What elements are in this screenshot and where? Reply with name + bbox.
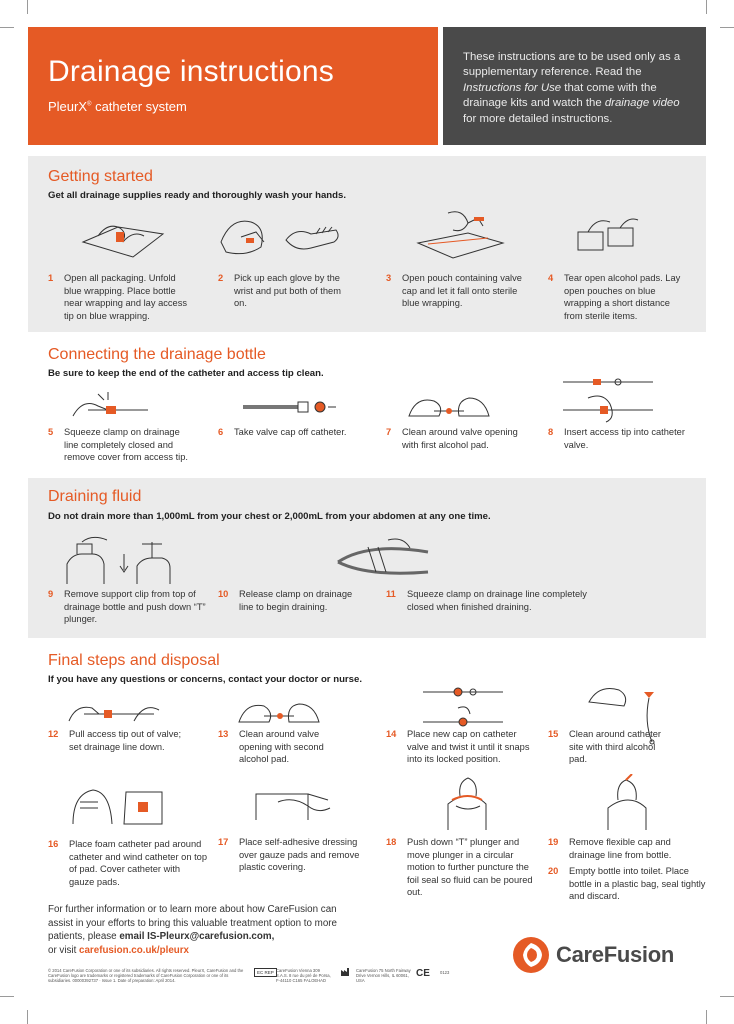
section-draining (28, 478, 706, 638)
step-number: 7 (386, 427, 392, 437)
illustration-clean-valve (404, 386, 494, 426)
illustration-pull-tip (64, 696, 164, 728)
step-text: Place new cap on catheter valve and twist it until it snaps into its locked position. (407, 729, 530, 765)
step-text: Place foam catheter pad around catheter and wind catheter on top of pad. Cover catheter with gauze pads. (69, 839, 207, 887)
illustration-gloves (216, 212, 346, 262)
step-text: Remove flexible cap and drainage line from bottle. (569, 837, 672, 860)
step-text: Empty bottle into toilet. Place bottle in a plastic bag, seal tightly and discard. (569, 866, 706, 902)
step-17 (218, 836, 368, 874)
step-number: 14 (386, 729, 397, 739)
step-number: 4 (548, 273, 554, 283)
illustration-push-plunger (438, 774, 498, 832)
illustration-support-clip (62, 534, 172, 586)
step-1 (48, 272, 188, 322)
contact-info (48, 903, 348, 957)
illustration-dressing (248, 786, 338, 826)
page-title: Drainage instructions (48, 55, 335, 88)
step-number: 5 (48, 427, 54, 437)
step-number: 9 (48, 589, 54, 599)
illustration-release-clamp (328, 532, 438, 586)
step-text: Pick up each glove by the wrist and put both of them on. (234, 273, 341, 309)
crop-mark (0, 27, 14, 28)
step-4 (548, 272, 688, 322)
contact-text: For further information or to learn more about how CareFusion can assist in your efforts to bring this valuable treatment option to more patients, please (48, 904, 337, 943)
carefusion-logo (512, 936, 674, 974)
step-3 (386, 272, 526, 310)
step-number: 18 (386, 837, 397, 847)
step-text: Push down “T” plunger and move plunger in a circular motion to further puncture the foil seal so fluid can be poured out. (407, 837, 533, 898)
step-text: Clean around catheter site with third alcohol pad. (569, 729, 661, 765)
crop-mark (720, 996, 734, 997)
ce-number: 0123 (440, 970, 450, 975)
step-number: 10 (218, 589, 229, 599)
subtitle-brand: PleurX (48, 99, 88, 114)
note-emphasis: drainage video (604, 97, 680, 110)
section-title: Final steps and disposal (48, 652, 220, 669)
step-number: 12 (48, 729, 59, 739)
step-9 (48, 588, 208, 626)
step-10 (218, 588, 368, 613)
note-text: for more detailed instructions. (463, 112, 613, 125)
step-number: 17 (218, 837, 229, 847)
step-5 (48, 426, 188, 464)
manufacturer-address: CareFusion 75 North Fairway Drive Vernon Hills, IL 60061, USA (356, 968, 411, 984)
step-7 (386, 426, 526, 451)
illustration-squeeze-clamp (68, 386, 158, 426)
section-subtitle: If you have any questions or concerns, contact your doctor or nurse. (48, 674, 362, 685)
section-getting-started (28, 156, 706, 332)
legal-text: © 2014 CareFusion Corporation or one of its subsidiaries. All rights reserved. PleurX, CareFusion and the CareFusion logo are trademarks or registered trademarks of CareFusion Corporation or one of its subsidiaries. 00000392737 · Issue 1. Date of preparation: April 2014. (48, 968, 244, 984)
section-subtitle: Get all drainage supplies ready and thoroughly wash your hands. (48, 190, 347, 201)
section-final-steps (28, 646, 706, 902)
section-title: Getting started (48, 168, 153, 185)
step-number: 16 (48, 839, 59, 849)
section-connecting (28, 340, 706, 470)
step-number: 3 (386, 273, 392, 283)
brand-name: CareFusion (556, 942, 675, 967)
step-text: Release clamp on drainage line to begin draining. (239, 589, 353, 612)
step-text: Squeeze clamp on drainage line completely closed when finished draining. (407, 589, 587, 612)
crop-mark (706, 1010, 707, 1024)
crop-mark (27, 1010, 28, 1024)
illustration-open-packaging (78, 212, 168, 262)
step-number: 20 (548, 866, 559, 876)
note-text: These instructions are to be used only as a supplementary reference. Read the (463, 51, 681, 79)
step-13 (218, 728, 348, 766)
step-text: Open pouch containing valve cap and let it fall onto sterile blue wrapping. (402, 273, 522, 309)
crop-mark (706, 0, 707, 14)
title-banner (28, 27, 438, 145)
step-11 (386, 588, 596, 613)
step-number: 11 (386, 589, 396, 599)
step-15 (548, 728, 668, 766)
step-number: 19 (548, 837, 559, 847)
ec-rep-icon (254, 968, 277, 977)
email-link[interactable]: email IS-Pleurx@carefusion.com, (119, 931, 275, 943)
section-subtitle: Do not drain more than 1,000mL from your chest or 2,000mL from your abdomen at any one time. (48, 511, 491, 522)
note-emphasis: Instructions for Use (463, 81, 562, 94)
section-title: Connecting the drainage bottle (48, 346, 266, 363)
step-text: Clean around valve opening with second alcohol pad. (239, 729, 324, 765)
step-16 (48, 838, 208, 888)
illustration-valve-cap (238, 392, 338, 422)
illustration-insert-tip (558, 376, 658, 426)
step-8 (548, 426, 688, 451)
step-number: 6 (218, 427, 224, 437)
illustration-alcohol-pads (568, 212, 648, 262)
manufacturer-icon (340, 967, 350, 977)
step-number: 13 (218, 729, 229, 739)
step-text: Take valve cap off catheter. (234, 427, 347, 437)
step-number: 8 (548, 427, 554, 437)
illustration-open-pouch (408, 208, 508, 263)
step-number: 15 (548, 729, 559, 739)
contact-text: or visit (48, 944, 80, 956)
step-number: 1 (48, 273, 54, 283)
ec-rep-label: EC REP (254, 968, 277, 977)
step-19 (548, 836, 708, 861)
step-text: Pull access tip out of valve; set drainage line down. (69, 729, 182, 752)
illustration-foam-pad (68, 784, 168, 828)
subtitle-suffix: catheter system (91, 99, 187, 114)
step-text: Insert access tip into catheter valve. (564, 427, 685, 450)
section-subtitle: Be sure to keep the end of the catheter and access tip clean. (48, 368, 324, 379)
section-title: Draining fluid (48, 488, 142, 505)
step-text: Squeeze clamp on drainage line completely closed and remove cover from access tip. (64, 427, 188, 463)
page-subtitle (48, 99, 438, 114)
note-text: that come with the drainage kits and watch the (463, 81, 657, 110)
step-6 (218, 426, 358, 439)
step-20 (548, 865, 708, 903)
step-14 (386, 728, 536, 766)
step-text: Open all packaging. Unfold blue wrapping. Place bottle near wrapping and lay access tip on blue wrapping. (64, 273, 187, 321)
website-link[interactable]: carefusion.co.uk/pleurx (79, 944, 190, 956)
crop-mark (27, 0, 28, 14)
registered-mark: ® (87, 101, 92, 108)
step-18 (386, 836, 536, 899)
step-text: Remove support clip from top of drainage bottle and push down “T” plunger. (64, 589, 206, 625)
illustration-clean-valve-2 (234, 696, 324, 728)
illustration-remove-cap (598, 774, 658, 832)
step-text: Tear open alcohol pads. Lay open pouches on blue wrapping a short distance from sterile items. (564, 273, 681, 321)
step-12 (48, 728, 188, 753)
instructions-note (443, 27, 706, 145)
carefusion-logo-icon (512, 936, 550, 974)
step-text: Clean around valve opening with first alcohol pad. (402, 427, 518, 450)
step-number: 2 (218, 273, 224, 283)
step-2 (218, 272, 348, 310)
crop-mark (0, 996, 14, 997)
crop-mark (720, 27, 734, 28)
step-text: Place self-adhesive dressing over gauze pads and remove plastic covering. (239, 837, 360, 873)
ec-rep-address: CareFusion Vienna 309 S.A.S. 8 rue du pré de Porsa, F-44110 C165 FALOEHAD (276, 968, 331, 984)
ce-mark: CE (416, 968, 430, 979)
